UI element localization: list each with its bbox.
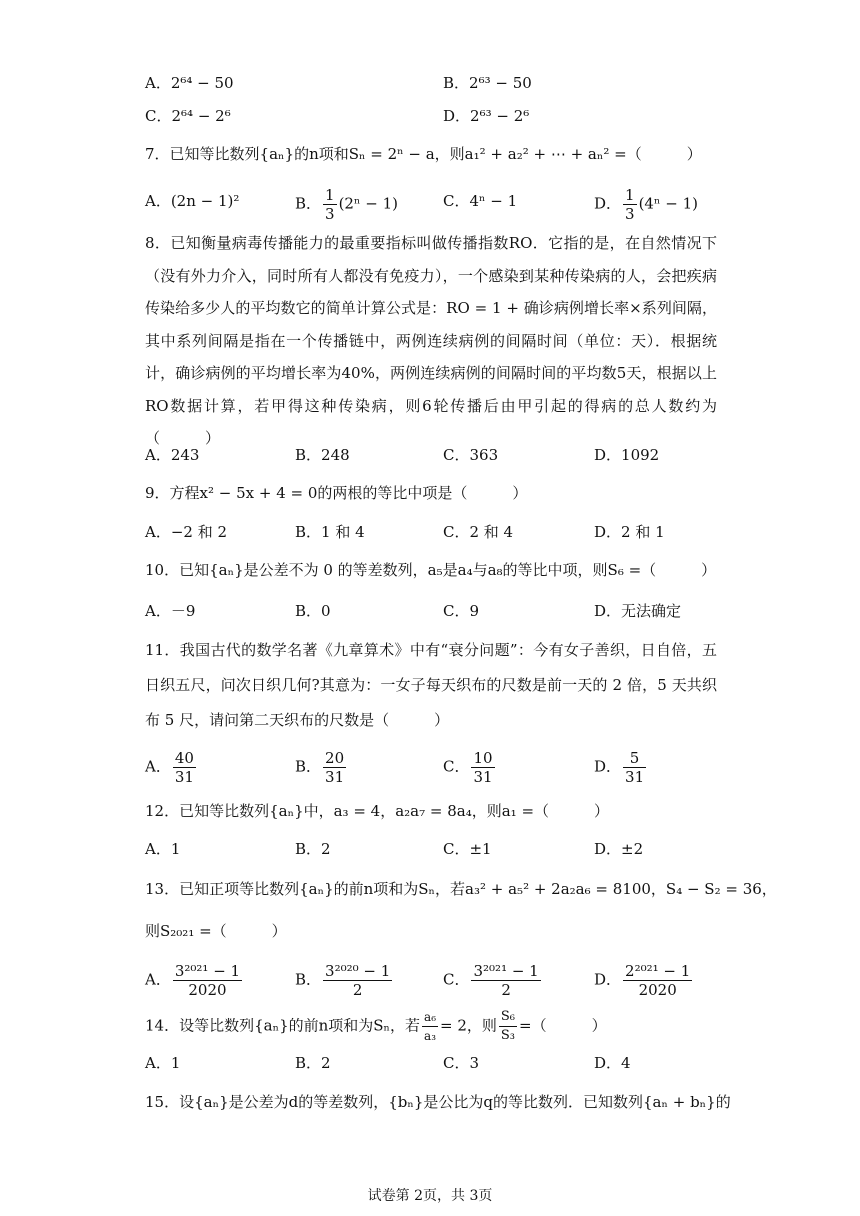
q8-option-a: A．243 [145,446,200,464]
q8-option-c: C．363 [443,446,499,464]
page-footer: 试卷第 2页，共 3页 [367,1188,493,1204]
q7-option-a: A．(2n − 1)² [145,192,240,210]
q9-option-b: B．1 和 4 [295,523,365,541]
q13-stem-line1: 13．已知正项等比数列{aₙ}的前n项和为Sₙ，若a₃² + a₅² + 2a₂a₆ = 8100，S₄ − S₂ = 36， [145,880,777,898]
q14-option-b: B．2 [295,1054,331,1072]
q14-ratio-s: $\frac{\text{S₆}}{\text{S₃}}$ [500,1009,516,1043]
q9-option-a: A．−2 和 2 [145,523,228,541]
q11-option-c-fraction: $\frac{10}{31}$ [473,749,493,786]
q9-option-c: C．2 和 4 [443,523,514,541]
q12-stem: 12．已知等比数列{aₙ}中，a₃ = 4，a₂a₇ = 8a₄，则a₁ =（ ） [145,802,610,820]
q10-option-a: A．－9 [145,602,196,620]
q13-option-c-fraction: $\frac{\text{3²⁰²¹ − 1}}{2}$ [473,962,539,999]
q14-ratio-a: $\frac{\text{a₆}}{\text{a₃}}$ [424,1010,437,1043]
q13-option-d: D． $\frac{\text{2²⁰²¹ − 1}}{2020}$ [594,962,691,999]
q7-option-b-expr: (2ⁿ − 1) [338,194,398,213]
q7-option-c: C．4ⁿ − 1 [443,192,518,210]
q11-option-a-fraction: $\frac{40}{31}$ [174,749,194,786]
q15-stem: 15．设{aₙ}是公差为d的等差数列，{bₙ}是公比为q的等比数列．已知数列{aₙ + bₙ}的 [145,1093,731,1111]
q8-option-d: D．1092 [594,446,660,464]
q7-option-b-label: B． [295,194,322,213]
q9-stem: 9．方程x² − 5x + 4 = 0的两根的等比中项是（ ） [145,484,528,502]
q7-option-d-label: D． [594,194,622,213]
q6-option-b: B．2⁶³ − 50 [443,74,532,92]
q6-option-d: D．2⁶³ − 2⁶ [443,107,530,125]
q13-option-d-fraction: $\frac{\text{2²⁰²¹ − 1}}{2020}$ [625,962,691,999]
q14-option-c: C．3 [443,1054,480,1072]
q13-option-c: C． $\frac{\text{3²⁰²¹ − 1}}{2}$ [443,962,539,999]
q11-option-b: B． $\frac{20}{31}$ [295,749,345,786]
q11-option-c: C． $\frac{10}{31}$ [443,749,493,786]
q14-stem: 14．设等比数列{aₙ}的前n项和为Sₙ，若 $\frac{\text{a₆}}{\text{a₃}}$ = 2，则 $\frac{\text{S₆}}{\text{S₃}}$ =（ ） [145,1009,607,1043]
q7-option-b-fraction: $\frac{1}{3}$ [325,186,335,223]
q7-option-d-expr: (4ⁿ − 1) [638,194,698,213]
q8-option-b: B．248 [295,446,350,464]
q6-option-c: C．2⁶⁴ − 2⁶ [145,107,231,125]
q9-option-d: D．2 和 1 [594,523,665,541]
q12-option-c: C．±1 [443,840,492,858]
q7-option-d [594,186,698,223]
q10-option-b: B．0 [295,602,331,620]
q13-option-b-fraction: $\frac{\text{3²⁰²⁰ − 1}}{2}$ [325,962,391,999]
q13-stem-line2: 则S₂₀₂₁ =（ ） [145,922,287,940]
q10-stem: 10．已知{aₙ}是公差不为 0 的等差数列，a₅是a₄与a₈的等比中项，则S₆ =（ ） [145,561,717,579]
q10-option-c: C．9 [443,602,480,620]
q12-option-a: A．1 [145,840,181,858]
q11-option-b-fraction: $\frac{20}{31}$ [325,749,345,786]
q14-option-a: A．1 [145,1054,181,1072]
q13-option-a-fraction: $\frac{\text{3²⁰²¹ − 1}}{2020}$ [174,962,241,999]
q13-option-a: A． $\frac{\text{3²⁰²¹ − 1}}{2020}$ [145,962,241,999]
q11-option-d-fraction: $\frac{5}{31}$ [625,749,645,786]
q8-stem: 8．已知衡量病毒传播能力的最重要指标叫做传播指数RO．它指的是，在自然情况下（没有外力介入，同时所有人都没有免疫力），一个感染到某种传染病的人，会把疾病传染给多少人的平均数它的简单计算公式是：RO = 1 + 确诊病例增长率×系列间隔，其中系列间隔是指在一个传播链中，两例连续病例的间隔时间（单位：天）．根据统计，确诊病例的平均增长率为40%，两例连续病例的间隔时间的平均数5天，根据以上RO数据计算，若甲得这种传染病，则6轮传播后由甲引起的得病的总人数约为（ ） [145,234,717,447]
q11-stem: 11．我国古代的数学名著《九章算术》中有“衰分问题”：今有女子善织，日自倍，五日织五尺，问次日织几何?其意为：一女子每天织布的尺数是前一天的 2 倍，5 天共织布 5 尺，请问第二天织布的尺数是（ ） [145,641,717,729]
q14-option-d: D．4 [594,1054,631,1072]
q7-option-b [295,186,398,223]
q12-option-b: B．2 [295,840,331,858]
q11-option-d: D． $\frac{5}{31}$ [594,749,645,786]
q7-option-d-fraction: $\frac{1}{3}$ [625,186,635,223]
q13-option-b: B． $\frac{\text{3²⁰²⁰ − 1}}{2}$ [295,962,391,999]
q6-option-a: A．2⁶⁴ − 50 [145,74,234,92]
q7-stem: 7．已知等比数列{aₙ}的n项和Sₙ = 2ⁿ − a，则a₁² + a₂² + ⋯ + aₙ² =（ ） [145,145,702,163]
q10-option-d: D．无法确定 [594,602,682,620]
q12-option-d: D．±2 [594,840,644,858]
q11-option-a: A． $\frac{40}{31}$ [145,749,194,786]
